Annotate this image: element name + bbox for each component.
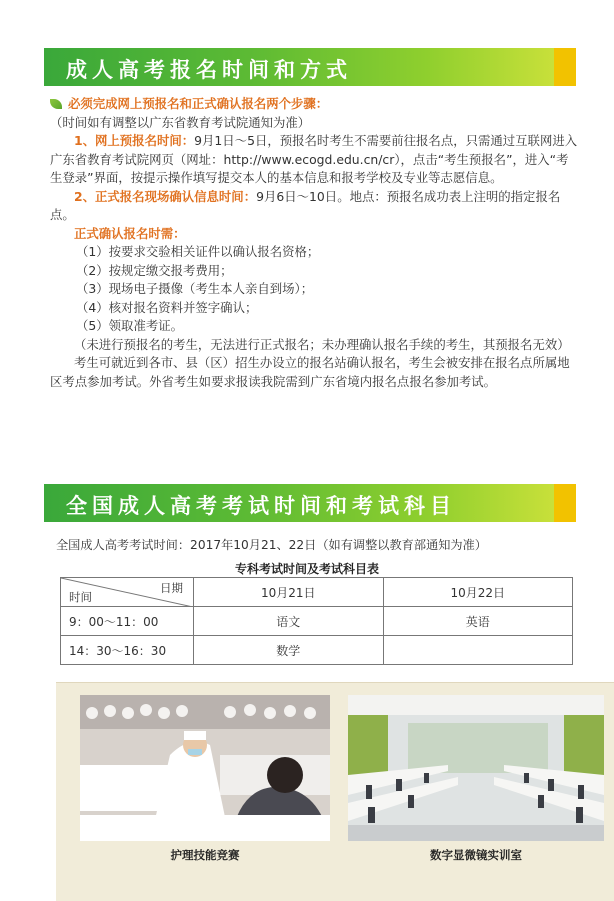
intro-paragraph — [50, 95, 580, 132]
column-header: 10月22日 — [383, 578, 573, 607]
table-row — [61, 636, 573, 665]
requirement-item: （2）按规定缴交报考费用； — [76, 262, 233, 278]
exam-time-text: 全国成人高考考试时间：2017年10月21、22日（如有调整以教育部通知为准） — [56, 538, 487, 552]
requirement-item: （1）按要求交验相关证件以确认报名资格； — [76, 244, 320, 259]
leaf-bullet-icon — [50, 99, 62, 109]
registration-info — [50, 95, 580, 391]
step1-text: 9月1日～5日，预报名时考生不需要前往报名点，只需通过互联网进入广东省教育考试院网页（网址：http://www.ecogd.edu.cn/cr），点击“考生预报名”，进入“考生登录”界面，按提示操作填写提交本人的基本信息和报考学校及专业等志愿信息。 — [50, 133, 578, 185]
section2-banner — [44, 484, 576, 522]
diagonal-header-cell — [61, 578, 194, 607]
requirement-item: （5）领取准考证。 — [76, 318, 184, 333]
requirements-label: 正式确认报名时需： — [74, 225, 186, 241]
photo-frame — [56, 682, 614, 901]
section1-title: 成人高考报名时间和方式 — [66, 57, 352, 82]
section1-banner — [44, 48, 576, 86]
table-row — [61, 607, 573, 636]
table-header-row — [61, 578, 573, 607]
subject-cell — [383, 636, 573, 665]
intro-rest: （时间如有调整以广东省教育考试院通知为准） — [50, 114, 311, 130]
header-time: 时间 — [69, 590, 92, 604]
step2-text: 9月6日～10日。地点：预报名成功表上注明的指定报名点。 — [50, 188, 561, 222]
requirements-label-paragraph — [50, 225, 580, 244]
table-title: 专科考试时间及考试科目表 — [234, 562, 379, 576]
note-paragraph: （未进行预报名的考生，无法进行正式报名；未办理确认报名手续的考生，其预报名无效） — [74, 336, 570, 352]
step1-paragraph — [50, 132, 580, 188]
subject-cell: 数学 — [194, 636, 384, 665]
header-date: 日期 — [160, 581, 183, 595]
subject-cell: 语文 — [194, 607, 384, 636]
nursing-competition-photo — [80, 695, 330, 841]
requirement-item: （3）现场电子摄像（考生本人亲自到场）； — [76, 281, 314, 296]
time-cell: 14：30～16：30 — [61, 636, 194, 665]
microscope-lab-photo — [348, 695, 604, 841]
step2-paragraph — [50, 188, 580, 225]
intro-bold: 必须完成网上预报名和正式确认报名两个步骤： — [68, 96, 329, 111]
exam-schedule-table — [60, 577, 573, 665]
requirement-item: （4）核对报名资料并签字确认； — [76, 299, 258, 315]
step1-label: 1、网上预报名时间： — [74, 133, 195, 148]
photo-caption: 护理技能竞赛 — [170, 848, 240, 862]
step2-label: 2、正式报名现场确认信息时间： — [74, 188, 257, 204]
column-header: 10月21日 — [194, 578, 384, 607]
photo-caption: 数字显微镜实训室 — [430, 848, 522, 862]
subject-cell: 英语 — [383, 607, 573, 636]
section2-title: 全国成人高考考试时间和考试科目 — [66, 493, 456, 518]
time-cell: 9：00～11：00 — [61, 607, 194, 636]
closing-paragraph: 考生可就近到各市、县（区）招生办设立的报名站确认报名，考生会被安排在报名点所属地区考点参加考试。外省考生如要求报读我院需到广东省境内报名点报名参加考试。 — [50, 355, 570, 389]
